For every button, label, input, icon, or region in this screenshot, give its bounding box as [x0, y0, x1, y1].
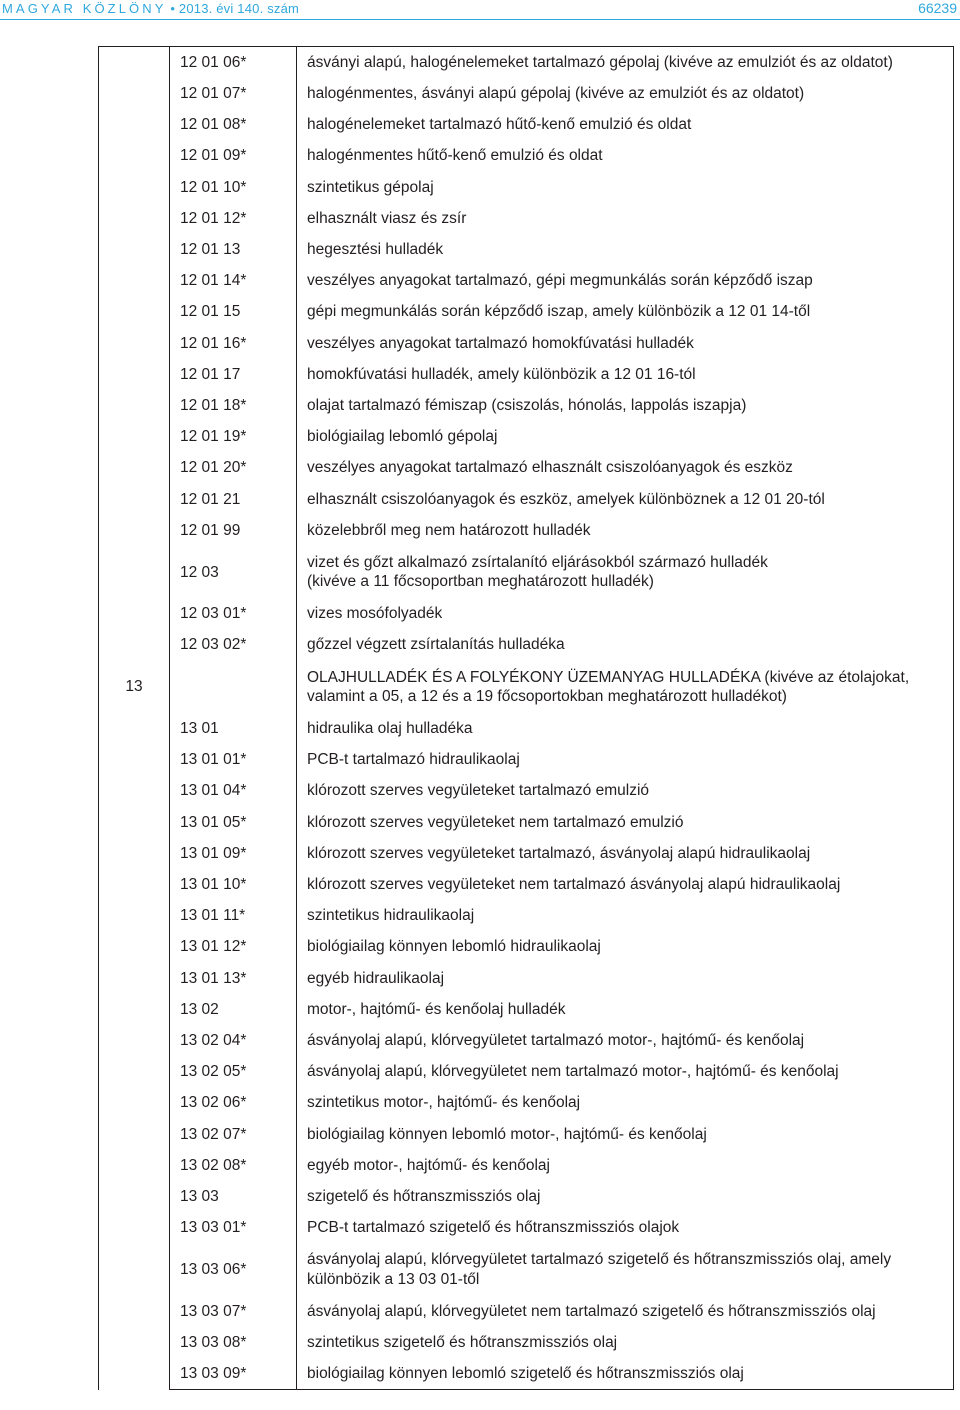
waste-code-cell: 13 03	[170, 1181, 297, 1212]
table-row	[99, 838, 954, 869]
waste-code-cell: 13 01 10*	[170, 869, 297, 900]
waste-description-cell	[297, 1056, 954, 1087]
waste-description-cell	[297, 807, 954, 838]
table-row	[99, 265, 954, 296]
waste-description-cell	[297, 421, 954, 452]
description-line: elhasznált viasz és zsír	[307, 209, 467, 227]
table-row	[99, 963, 954, 994]
table-row	[99, 1025, 954, 1056]
description-line: gőzzel végzett zsírtalanítás hulladéka	[307, 636, 565, 654]
waste-description-cell	[297, 869, 954, 900]
description-line: motor-, hajtómű- és kenőolaj hulladék	[307, 1000, 566, 1018]
description-line: halogénmentes hűtő-kenő emulzió és oldat	[307, 147, 603, 165]
waste-code-cell: 12 01 14*	[170, 265, 297, 296]
waste-description-cell	[297, 484, 954, 515]
description-line: szigetelő és hőtranszmissziós olaj	[307, 1187, 541, 1205]
table-row	[99, 172, 954, 203]
waste-description-cell	[297, 1025, 954, 1056]
waste-code-cell: 12 03 01*	[170, 598, 297, 629]
waste-description-cell	[297, 1358, 954, 1390]
group-label: 13	[125, 678, 143, 695]
description-line: egyéb hidraulikaolaj	[307, 969, 445, 987]
waste-description-cell	[297, 297, 954, 328]
description-line: szintetikus hidraulikaolaj	[307, 907, 475, 925]
description-line: halogénmentes, ásványi alapú gépolaj (kivéve az emulziót és az oldatot)	[307, 85, 805, 103]
waste-code-cell: 13 01 11*	[170, 900, 297, 931]
waste-code-cell: 13 03 09*	[170, 1358, 297, 1390]
table-row	[99, 994, 954, 1025]
description-line: szintetikus motor-, hajtómű- és kenőolaj	[307, 1094, 581, 1112]
waste-description-cell	[297, 141, 954, 172]
waste-description-cell	[297, 1087, 954, 1118]
waste-code-cell: 12 01 17	[170, 359, 297, 390]
table-row	[99, 1087, 954, 1118]
table-row	[99, 1119, 954, 1150]
description-line: olajat tartalmazó fémiszap (csiszolás, hónolás, lappolás iszapja)	[307, 396, 747, 414]
table-row	[99, 515, 954, 546]
waste-code-cell: 12 01 21	[170, 484, 297, 515]
waste-code-cell: 13 03 06*	[170, 1243, 297, 1295]
description-line: vizet és gőzt alkalmazó zsírtalanító eljárásokból származó hulladék	[307, 553, 768, 571]
waste-code-cell: 13 02	[170, 994, 297, 1025]
waste-description-cell	[297, 1212, 954, 1243]
table-row	[99, 546, 954, 598]
description-line: szintetikus szigetelő és hőtranszmissziós olaj	[307, 1333, 618, 1351]
waste-code-cell: 12 03	[170, 546, 297, 598]
table-row	[99, 1243, 954, 1295]
waste-description-cell	[297, 1119, 954, 1150]
table-row	[99, 141, 954, 172]
waste-code-cell: 13 01 01*	[170, 744, 297, 775]
waste-description-cell	[297, 900, 954, 931]
table-row	[99, 900, 954, 931]
description-line: OLAJHULLADÉK ÉS A FOLYÉKONY ÜZEMANYAG HULLADÉKA (kivéve az étolajokat,	[307, 668, 910, 686]
waste-code-cell: 13 02 05*	[170, 1056, 297, 1087]
waste-code-cell: 12 01 99	[170, 515, 297, 546]
table-row	[99, 109, 954, 140]
waste-description-cell	[297, 963, 954, 994]
waste-code-cell: 13 02 07*	[170, 1119, 297, 1150]
description-line: vizes mosófolyadék	[307, 605, 443, 623]
description-line: klórozott szerves vegyületeket tartalmazó emulzió	[307, 782, 650, 800]
header-divider	[0, 19, 960, 20]
page-number: 66239	[918, 0, 957, 16]
description-line: PCB-t tartalmazó szigetelő és hőtranszmissziós olajok	[307, 1219, 680, 1237]
description-line: egyéb motor-, hajtómű- és kenőolaj	[307, 1156, 550, 1174]
description-line: biológiailag lebomló gépolaj	[307, 428, 498, 446]
table-row	[99, 1056, 954, 1087]
table-row	[99, 776, 954, 807]
waste-code-cell: 13 03 07*	[170, 1296, 297, 1327]
waste-description-cell	[297, 994, 954, 1025]
description-line: klórozott szerves vegyületeket nem tartalmazó emulzió	[307, 813, 684, 831]
table-row	[99, 630, 954, 661]
table-row	[99, 78, 954, 109]
table-row	[99, 931, 954, 962]
page-header	[0, 0, 960, 20]
waste-code-cell: 12 01 10*	[170, 172, 297, 203]
waste-code-cell: 12 01 09*	[170, 141, 297, 172]
waste-description-cell	[297, 931, 954, 962]
table-row	[99, 1212, 954, 1243]
waste-description-cell	[297, 1150, 954, 1181]
table-row	[99, 1150, 954, 1181]
description-line: gépi megmunkálás során képződő iszap, amely különbözik a 12 01 14-től	[307, 303, 811, 321]
description-line: szintetikus gépolaj	[307, 178, 434, 196]
waste-description-cell	[297, 546, 954, 598]
waste-code-cell: 13 01 13*	[170, 963, 297, 994]
waste-code-cell: 12 01 07*	[170, 78, 297, 109]
table-row	[99, 234, 954, 265]
waste-code-cell: 13 01 09*	[170, 838, 297, 869]
description-line: biológiailag könnyen lebomló motor-, hajtómű- és kenőolaj	[307, 1125, 707, 1143]
waste-description-cell	[297, 838, 954, 869]
table-row	[99, 484, 954, 515]
header-separator: •	[170, 1, 176, 16]
waste-code-cell: 13 02 04*	[170, 1025, 297, 1056]
waste-code-cell: 12 01 16*	[170, 328, 297, 359]
waste-description-cell	[297, 713, 954, 744]
waste-code-cell: 12 01 20*	[170, 452, 297, 483]
description-line: közelebbről meg nem határozott hulladék	[307, 521, 591, 539]
table-row	[99, 1358, 954, 1390]
table-row	[99, 1296, 954, 1327]
table-row	[99, 1181, 954, 1212]
description-line: PCB-t tartalmazó hidraulikaolaj	[307, 751, 520, 769]
publication-line	[2, 1, 299, 16]
issue-label: 2013. évi 140. szám	[178, 1, 300, 16]
waste-code-cell: 13 01 05*	[170, 807, 297, 838]
waste-code-cell: 12 01 19*	[170, 421, 297, 452]
table-row	[99, 297, 954, 328]
waste-code-cell: 13 03 01*	[170, 1212, 297, 1243]
description-line: klórozott szerves vegyületeket tartalmazó, ásványolaj alapú hidraulikaolaj	[307, 844, 811, 862]
description-line: veszélyes anyagokat tartalmazó elhasznált csiszolóanyagok és eszköz	[307, 459, 793, 477]
waste-description-cell	[297, 234, 954, 265]
description-line: különbözik a 13 03 01-től	[307, 1270, 480, 1288]
waste-code-cell: 12 01 18*	[170, 390, 297, 421]
table-row	[99, 47, 954, 79]
waste-code-cell: 12 03 02*	[170, 630, 297, 661]
publication-title: MAGYAR KÖZLÖNY	[2, 1, 167, 16]
waste-code-cell: 13 01 12*	[170, 931, 297, 962]
description-line: ásványolaj alapú, klórvegyületet tartalmazó motor-, hajtómű- és kenőolaj	[307, 1031, 805, 1049]
waste-description-cell	[297, 661, 954, 713]
waste-description-cell	[297, 359, 954, 390]
waste-description-cell	[297, 328, 954, 359]
table-row	[99, 744, 954, 775]
description-line: biológiailag könnyen lebomló szigetelő és hőtranszmissziós olaj	[307, 1365, 744, 1383]
description-line: biológiailag könnyen lebomló hidraulikaolaj	[307, 938, 601, 956]
description-line: (kivéve a 11 főcsoportban meghatározott hulladék)	[307, 573, 654, 591]
description-line: valamint a 05, a 12 és a 19 főcsoportokban meghatározott hulladékot)	[307, 687, 787, 705]
waste-description-cell	[297, 172, 954, 203]
description-line: ásványolaj alapú, klórvegyületet tartalmazó szigetelő és hőtranszmissziós olaj, amely	[307, 1251, 892, 1269]
description-line: ásványolaj alapú, klórvegyületet nem tartalmazó szigetelő és hőtranszmissziós olaj	[307, 1302, 876, 1320]
description-line: klórozott szerves vegyületeket nem tartalmazó ásványolaj alapú hidraulikaolaj	[307, 876, 841, 893]
table-row	[99, 203, 954, 234]
waste-description-cell	[297, 1296, 954, 1327]
table-row	[99, 421, 954, 452]
table-row	[99, 807, 954, 838]
waste-code-cell: 12 01 13	[170, 234, 297, 265]
waste-description-cell	[297, 265, 954, 296]
description-line: hegesztési hulladék	[307, 241, 444, 259]
waste-description-cell	[297, 776, 954, 807]
description-line: elhasznált csiszolóanyagok és eszköz, amelyek különböznek a 12 01 20-tól	[307, 490, 825, 508]
group-heading-row	[99, 661, 954, 713]
waste-code-cell: 13 01 04*	[170, 776, 297, 807]
waste-description-cell	[297, 598, 954, 629]
table-row	[99, 598, 954, 629]
waste-description-cell	[297, 78, 954, 109]
waste-code-cell: 12 01 08*	[170, 109, 297, 140]
description-line: ásványi alapú, halogénelemeket tartalmazó gépolaj (kivéve az emulziót és az oldatot)	[307, 53, 893, 71]
description-line: veszélyes anyagokat tartalmazó homokfúvatási hulladék	[307, 334, 694, 352]
waste-code-cell: 13 02 08*	[170, 1150, 297, 1181]
waste-code-cell: 12 01 15	[170, 297, 297, 328]
waste-description-cell	[297, 452, 954, 483]
waste-description-cell	[297, 630, 954, 661]
table-row	[99, 390, 954, 421]
table-row	[99, 452, 954, 483]
waste-code-cell	[170, 661, 297, 713]
waste-code-cell: 12 01 12*	[170, 203, 297, 234]
waste-description-cell	[297, 515, 954, 546]
description-line: veszélyes anyagokat tartalmazó, gépi megmunkálás során képződő iszap	[307, 272, 813, 290]
waste-description-cell	[297, 109, 954, 140]
description-line: ásványolaj alapú, klórvegyületet nem tartalmazó motor-, hajtómű- és kenőolaj	[307, 1063, 839, 1081]
table-row	[99, 328, 954, 359]
waste-code-cell: 13 02 06*	[170, 1087, 297, 1118]
waste-code-cell: 13 03 08*	[170, 1327, 297, 1358]
waste-code-cell: 12 01 06*	[170, 47, 297, 79]
waste-description-cell	[297, 203, 954, 234]
waste-description-cell	[297, 1243, 954, 1295]
waste-description-cell	[297, 47, 954, 79]
table-row	[99, 713, 954, 744]
waste-code-table-body	[99, 47, 954, 1390]
waste-description-cell	[297, 744, 954, 775]
waste-code-cell: 13 01	[170, 713, 297, 744]
waste-code-table	[98, 46, 954, 1390]
description-line: hidraulika olaj hulladéka	[307, 720, 473, 738]
table-row	[99, 359, 954, 390]
description-line: halogénelemeket tartalmazó hűtő-kenő emulzió és oldat	[307, 116, 692, 134]
waste-description-cell	[297, 390, 954, 421]
waste-description-cell	[297, 1181, 954, 1212]
waste-description-cell	[297, 1327, 954, 1358]
table-row	[99, 869, 954, 900]
group-column	[99, 47, 170, 1390]
description-line: homokfúvatási hulladék, amely különbözik a 12 01 16-tól	[307, 365, 696, 383]
table-row	[99, 1327, 954, 1358]
